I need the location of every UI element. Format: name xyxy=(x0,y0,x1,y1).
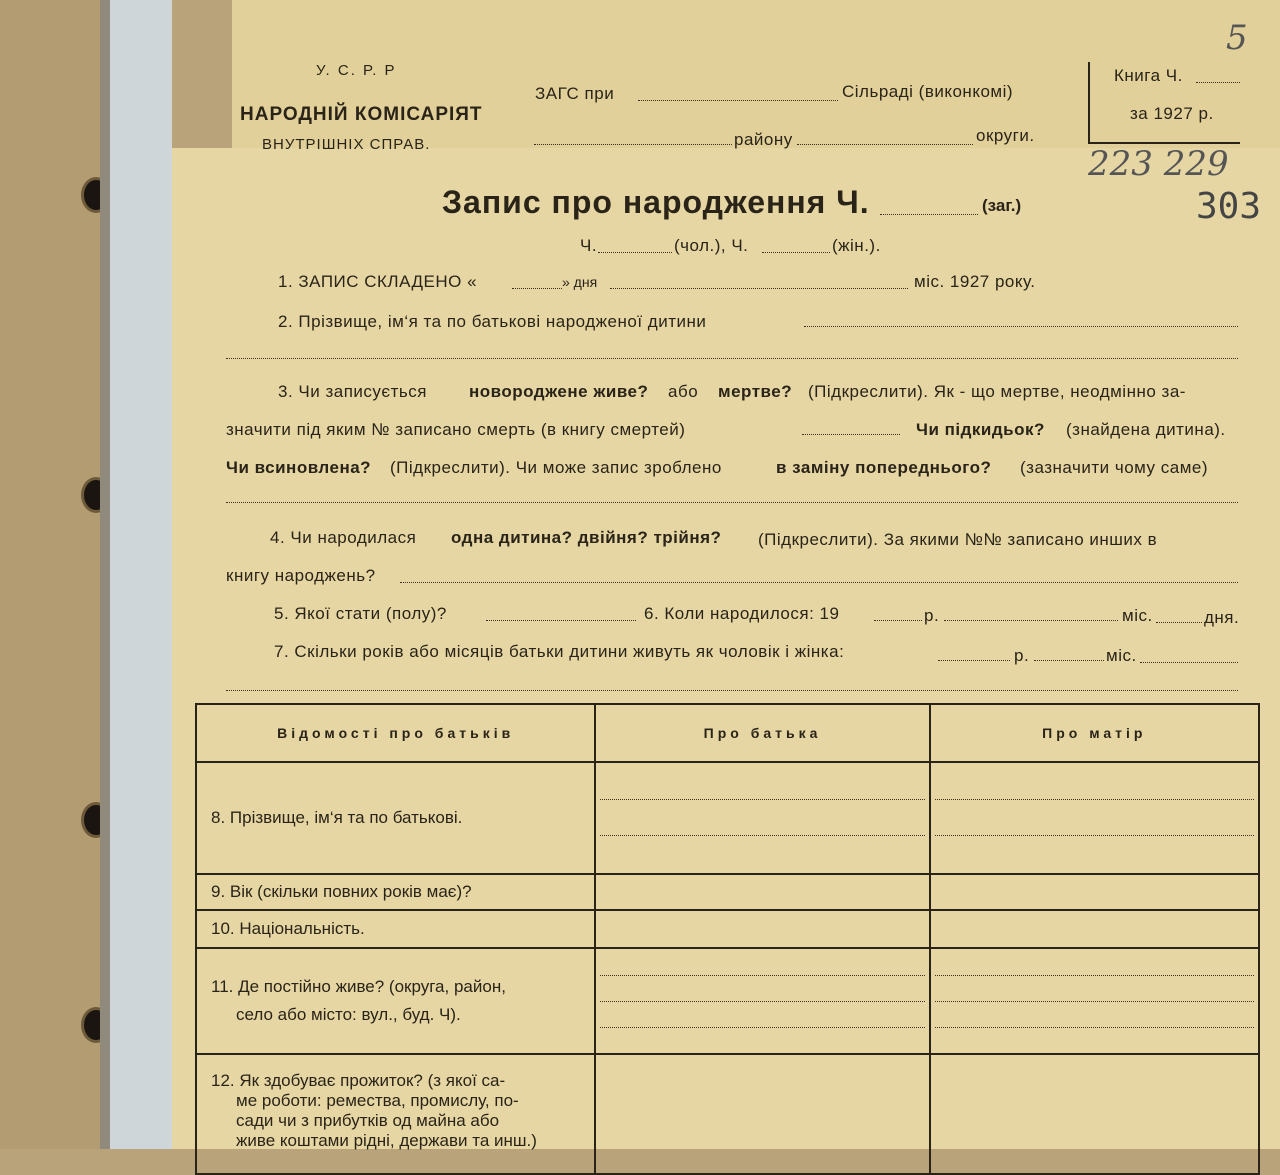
item-1-a: 1. ЗАПИС СКЛАДЕНО « xyxy=(278,272,478,291)
row-12-line-a: 12. Як здобуває прожиток? (з якої са- xyxy=(211,1071,506,1090)
item-5: 5. Якої стати (полу)? xyxy=(274,604,447,623)
item-3-dead: мертве? xyxy=(718,382,793,401)
item-1-b: » дня xyxy=(562,274,598,290)
page-mark: 5 xyxy=(1226,18,1248,58)
region-blank xyxy=(797,144,973,145)
row-12-label xyxy=(196,1054,595,1174)
row-10-father-cell xyxy=(595,910,929,948)
zags-prefix: ЗАГС при xyxy=(535,84,615,103)
item-1-month-blank xyxy=(610,288,908,289)
table-row xyxy=(196,948,1259,1054)
item-3-l: (зазначити чому саме) xyxy=(1020,458,1209,477)
row-9-father-cell xyxy=(595,874,929,910)
item-3-blank xyxy=(226,502,1238,503)
item-3-alive: новороджене живе? xyxy=(469,382,649,401)
col-header-info: Відомості про батьків xyxy=(196,704,595,762)
page-title: Запис про народження Ч. xyxy=(442,184,870,220)
item-6-c: міс. xyxy=(1122,606,1153,625)
item-7-month-blank xyxy=(1034,660,1104,661)
item-6-year-blank xyxy=(874,620,922,621)
zags-suffix: Сільраді (виконкомі) xyxy=(842,82,1014,101)
table-row xyxy=(196,910,1259,948)
row-11-line-b: село або місто: вул., буд. Ч). xyxy=(236,1005,461,1024)
commissariat-label: НАРОДНІЙ КОМІСАРІЯТ xyxy=(240,104,483,125)
row-8-father-cell xyxy=(595,762,929,874)
item-4-a: 4. Чи народилася xyxy=(270,528,417,547)
binder-cover xyxy=(0,0,108,1149)
item-3-e: (Підкреслити). Як - що мертве, неодмінно за- xyxy=(808,382,1186,401)
republic-label: У. С. Р. Р xyxy=(316,62,397,79)
item-7-a: 7. Скільки років або місяців батьки дитини живуть як чоловік і жінка: xyxy=(274,642,845,661)
item-6-b: р. xyxy=(924,606,940,625)
item-3-adopted: Чи всиновлена? xyxy=(226,458,372,477)
item-7-c: міс. xyxy=(1106,646,1137,665)
item-3-h: (знайдена дитина). xyxy=(1066,420,1226,439)
sub-male: (чол.), Ч. xyxy=(674,236,749,255)
item-3-death-blank xyxy=(802,434,900,435)
item-4-c: (Підкреслити). За якими №№ записано инших в xyxy=(758,530,1158,549)
stamp-number: 303 xyxy=(1196,186,1262,227)
item-6-d: дня. xyxy=(1204,608,1240,627)
item-3-or: або xyxy=(668,382,699,401)
ministry-label: ВНУТРІШНІХ СПРАВ. xyxy=(262,136,431,153)
book-year: за 1927 р. xyxy=(1130,104,1214,123)
row-9-mother-cell xyxy=(930,874,1259,910)
item-4-blank xyxy=(400,582,1238,583)
item-2-blank xyxy=(804,326,1238,327)
item-7-b: р. xyxy=(1014,646,1030,665)
item-5-blank xyxy=(486,620,636,621)
female-blank xyxy=(762,252,830,253)
male-blank xyxy=(598,252,672,253)
item-6-month-blank xyxy=(944,620,1118,621)
item-4-b: одна дитина? двійня? трійня? xyxy=(451,528,722,547)
row-8-mother-cell xyxy=(930,762,1259,874)
item-7-blank xyxy=(226,690,1238,691)
table-header-row xyxy=(196,704,1259,762)
item-2: 2. Прізвище, ім‘я та по батькові народженої дитини xyxy=(278,312,707,331)
district-blank xyxy=(534,144,732,145)
table-row xyxy=(196,1054,1259,1174)
book-blank xyxy=(1196,82,1240,83)
row-12-line-c: сади чи з прибутків од майна або xyxy=(236,1111,500,1130)
book-label: Книга Ч. xyxy=(1114,66,1183,85)
table-row xyxy=(196,874,1259,910)
item-7-tail-blank xyxy=(1140,662,1238,663)
binding-strip xyxy=(100,0,172,1149)
item-3-foundling: Чи підкидьок? xyxy=(916,420,1045,439)
item-6-a: 6. Коли народилося: 19 xyxy=(644,604,840,623)
zags-blank xyxy=(638,100,838,101)
col-header-mother: Про матір xyxy=(930,704,1259,762)
sub-male-prefix: Ч. xyxy=(580,236,598,255)
item-3-a: 3. Чи записується xyxy=(278,382,427,401)
col-header-father: Про батька xyxy=(595,704,929,762)
row-12-line-b: ме роботи: ремества, промислу, по- xyxy=(236,1091,519,1110)
row-12-line-d: живе коштами рідні, держави та инш.) xyxy=(236,1131,537,1150)
sub-female: (жін.). xyxy=(832,236,881,255)
item-7-year-blank xyxy=(938,660,1010,661)
item-4-d: книгу народжень? xyxy=(226,566,376,585)
title-suffix: (заг.) xyxy=(982,196,1022,215)
row-9-label: 9. Вік (скільки повних років має)? xyxy=(196,874,595,910)
row-11-line-a: 11. Де постійно живе? (округа, район, xyxy=(211,977,506,996)
item-3-replace: в заміну попереднього? xyxy=(776,458,992,477)
row-10-mother-cell xyxy=(930,910,1259,948)
region-label: округи. xyxy=(976,126,1035,145)
handwritten-number: 223 229 xyxy=(1088,144,1229,184)
row-11-father-cell xyxy=(595,948,929,1054)
district-label: району xyxy=(734,130,793,149)
parents-table xyxy=(195,703,1260,1175)
item-1-c: міс. 1927 року. xyxy=(914,272,1036,291)
binding-edge xyxy=(100,0,110,1149)
row-10-label: 10. Національність. xyxy=(196,910,595,948)
row-11-label xyxy=(196,948,595,1054)
row-11-mother-cell xyxy=(930,948,1259,1054)
item-2-blank-2 xyxy=(226,358,1238,359)
item-3-j: (Підкреслити). Чи може запис зроблено xyxy=(390,458,722,477)
title-blank xyxy=(880,214,978,215)
row-8-label: 8. Прізвище, ім‘я та по батькові. xyxy=(196,762,595,874)
item-3-f: значити під яким № записано смерть (в книгу смертей) xyxy=(226,420,686,439)
item-1-day-blank xyxy=(512,288,562,289)
row-12-mother-cell xyxy=(930,1054,1259,1174)
table-row xyxy=(196,762,1259,874)
item-6-day-blank xyxy=(1156,622,1202,623)
row-12-father-cell xyxy=(595,1054,929,1174)
